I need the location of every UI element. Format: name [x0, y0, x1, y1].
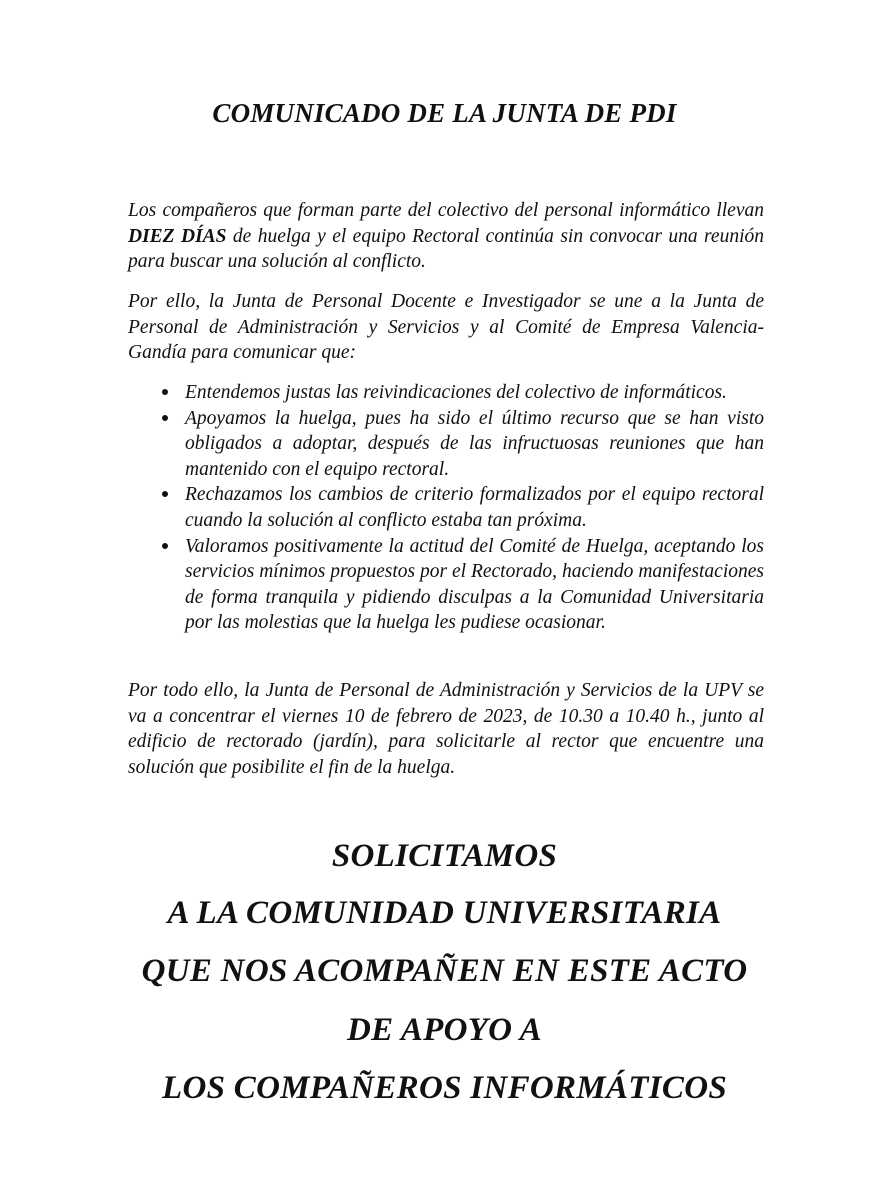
closing-line: LOS COMPAÑEROS INFORMÁTICOS [162, 1070, 727, 1106]
bullet-item [128, 482, 764, 533]
closing-line: QUE NOS ACOMPAÑEN EN ESTE ACTO [141, 953, 748, 989]
paragraph-concentration: Por todo ello, la Junta de Personal de Administración y Servicios de la UPV se va a concentrar el viernes 10 de febrero de 2023, de 10.30 a 10.40 h., junto al edificio de rectorado (jardín), para solicitarle al rector que encuentre una solución que posibilite el fin de la huelga. [128, 680, 764, 778]
paragraph1-text-before: Los compañeros que forman parte del colectivo del personal informático llevan [128, 200, 764, 221]
document-title: COMUNICADO DE LA JUNTA DE PDI [212, 98, 677, 128]
bullet-item [128, 534, 764, 636]
paragraph-junta-joins: Por ello, la Junta de Personal Docente e Investigador se une a la Junta de Personal de Administración y Servicios y al Comité de Empresa Valencia-Gandía para comunicar que: [128, 291, 764, 364]
bullet-text: Valoramos positivamente la actitud del Comité de Huelga, aceptando los servicios mínimos propuestos por el Rectorado, haciendo manifestaciones de forma tranquila y pidiendo disculpas a la Comunidad Universitaria por las molestias que la huelga les pudiese ocasionar. [185, 535, 764, 634]
bullet-dot-icon [162, 491, 168, 497]
bullet-text: Rechazamos los cambios de criterio formalizados por el equipo rectoral cuando la solución al conflicto estaba tan próxima. [185, 484, 764, 531]
paragraph-strike-days [128, 198, 764, 275]
bullet-dot-icon [162, 415, 168, 421]
bullet-item [128, 380, 764, 406]
bullet-dot-icon [162, 543, 168, 549]
bullet-list [128, 380, 764, 636]
bullet-text: Apoyamos la huelga, pues ha sido el último recurso que se han visto obligados a adoptar, después de las infructuosas reuniones que han mantenido con el equipo rectoral. [185, 407, 764, 480]
bullet-dot-icon [162, 389, 168, 395]
closing-line: SOLICITAMOS [331, 838, 558, 874]
paragraph1-text-after: de huelga y el equipo Rectoral continúa sin convocar una reunión para buscar una solución al conflicto. [128, 225, 764, 273]
bullet-item [128, 406, 764, 483]
closing-line: A LA COMUNIDAD UNIVERSITARIA [167, 895, 722, 931]
closing-line: DE APOYO A [347, 1012, 542, 1048]
bullet-text: Entendemos justas las reivindicaciones del colectivo de informáticos. [185, 382, 727, 403]
paragraph1-bold-days: DIEZ DÍAS [128, 225, 227, 247]
